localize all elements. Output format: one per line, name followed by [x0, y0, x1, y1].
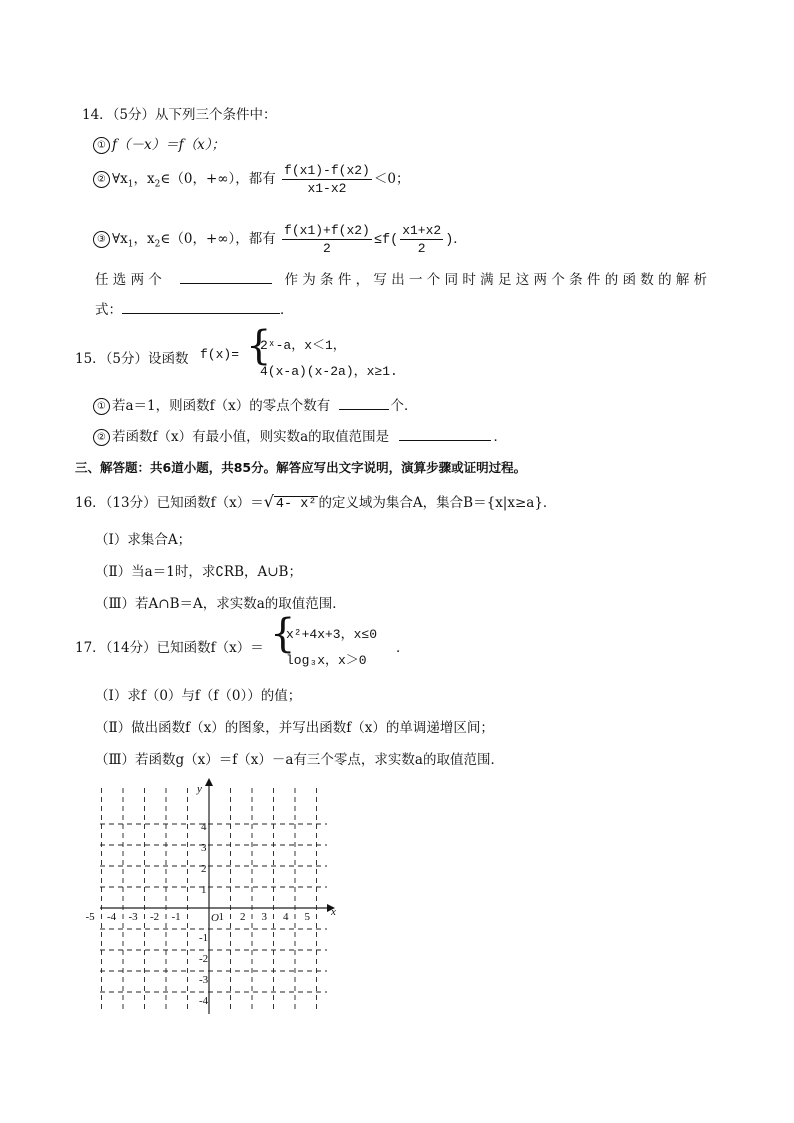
y-tick-label: 3 [201, 842, 207, 854]
q14-line2: 式： [95, 302, 122, 318]
q16-part-2: （Ⅱ）当a＝1时，求∁RB，A∪B； [95, 564, 302, 580]
q16-head-text: 16．（13分）已知函数f（x）＝ [75, 495, 264, 511]
y-tick-label: -2 [199, 953, 209, 965]
section-heading: 三、解答题：共6道小题，共85分。解答应写出文字说明，演算步骤或证明过程。 [75, 460, 527, 475]
piecewise-brace: { [270, 611, 296, 657]
q14-heading: 14．（5分）从下列三个条件中： [82, 107, 277, 123]
q15-part1-text: 若a＝1，则函数f（x）的零点个数有 [112, 398, 331, 414]
y-axis-arrow [205, 778, 213, 786]
q16-part-1: （Ⅰ）求集合A； [95, 532, 192, 548]
piecewise-brace: { [246, 323, 272, 369]
x-tick-label: 5 [304, 911, 310, 923]
subscript: 1 [127, 179, 134, 190]
cond2-domain: ∈（0，+∞），都有 [160, 171, 276, 187]
q15-fx: f(x)= [200, 347, 240, 362]
circled-number-1: ① [93, 137, 110, 154]
forall-symbol: ∀x [112, 231, 128, 247]
cond3-relation: ≤f( [373, 233, 399, 248]
axes [100, 778, 335, 1014]
x-tick-label: 4 [283, 911, 289, 923]
q17-tail: ． [396, 640, 410, 656]
fraction-denominator: 2 [323, 241, 331, 256]
q16-heading [75, 491, 556, 512]
coordinate-grid [85, 778, 345, 1016]
answer-blank[interactable] [180, 269, 272, 284]
x-tick-label: 2 [240, 911, 246, 923]
x-tick-label: -1 [171, 911, 181, 923]
cond2-fraction [282, 163, 372, 196]
x-tick-label: -4 [107, 911, 117, 923]
q14-condition-2 [93, 163, 409, 196]
q16-part-3: （Ⅲ）若A∩B＝A，求实数a的取值范围． [95, 596, 346, 612]
y-tick-label: -1 [199, 932, 209, 944]
q14-instruction-line-1 [95, 268, 707, 288]
subscript: 2 [154, 179, 161, 190]
q17-part-3: （Ⅲ）若函数g（x）＝f（x）－a有三个零点，求实数a的取值范围． [95, 752, 504, 768]
q14-line1-b: 作 为 条 件 ， 写 出 一 个 同 时 满 足 这 两 个 条 件 的 函 数 的 解 析 [284, 272, 708, 288]
sqrt-symbol: √ [263, 492, 274, 511]
answer-blank[interactable] [339, 395, 389, 410]
circled-number-3: ③ [93, 231, 110, 248]
y-tick-label: 1 [201, 884, 207, 896]
x-tick-label: -3 [128, 911, 138, 923]
q14-condition-1 [93, 133, 225, 154]
cond2-tail: ＜0； [373, 171, 410, 187]
q14-line1-a: 任 选 两 个 [95, 272, 162, 288]
y-tick-label: -3 [199, 974, 209, 986]
circled-number-2: ② [93, 429, 110, 446]
q14-instruction-line-2 [95, 298, 294, 318]
fraction-denominator: x1-x2 [307, 181, 347, 196]
x-axis-label: x [331, 906, 336, 918]
q15-part2-text: 若函数f（x）有最小值，则实数a的取值范围是 [112, 429, 390, 445]
q17-case-2: log₃x，x＞0 [286, 653, 367, 668]
subscript: 1 [127, 239, 134, 250]
y-axis-label: y [197, 783, 202, 795]
x-tick-label: -2 [150, 911, 160, 923]
x-tick-label: 1 [218, 911, 224, 923]
cond3-mid: ，x [133, 231, 155, 247]
q14-condition-3 [93, 223, 467, 256]
answer-blank[interactable] [122, 299, 280, 314]
fraction-numerator: f(x1)+f(x2) [284, 223, 370, 238]
x-tick-label: -5 [85, 911, 95, 923]
cond2-mid: ，x [133, 171, 155, 187]
q17-case-1: x²+4x+3，x≤0 [286, 627, 378, 642]
fraction-denominator: 2 [417, 241, 426, 256]
cond3-fraction-2 [400, 223, 443, 256]
q15-part-2 [93, 425, 507, 446]
grid-lines [100, 788, 327, 1010]
q16-tail-text: 的定义域为集合A，集合B＝{x|x≥a}． [318, 495, 557, 511]
y-tick-label: 4 [201, 821, 207, 833]
fraction-numerator: f(x1)-f(x2) [284, 163, 370, 178]
q14-line2-end: ． [280, 302, 294, 318]
subscript: 2 [154, 239, 161, 250]
q17-heading: 17．（14分）已知函数f（x）＝ [75, 640, 264, 656]
origin-label: O [211, 912, 219, 924]
y-tick-label: -4 [199, 995, 209, 1007]
q15-heading: 15．（5分）设函数 [75, 351, 189, 367]
q15-case-1: 2ˣ-a，x＜1， [260, 338, 346, 353]
x-tick-label: 3 [261, 911, 267, 923]
circled-number-2: ② [93, 171, 110, 188]
cond3-domain: ∈（0，+∞），都有 [160, 231, 276, 247]
cond3-tail: )． [445, 233, 467, 248]
answer-blank[interactable] [399, 426, 491, 441]
circled-number-1: ① [93, 398, 110, 415]
q15-part1-end: 个． [390, 398, 418, 414]
condition-1-text: f（－x）＝f（x）； [112, 137, 225, 153]
cond3-fraction [282, 223, 372, 256]
q17-part-2: （Ⅱ）做出函数f（x）的图象，并写出函数f（x）的单调递增区间； [95, 720, 494, 736]
q17-part-1: （Ⅰ）求f（0）与f（f（0））的值； [95, 688, 302, 704]
forall-symbol: ∀x [112, 171, 128, 187]
sqrt-radicand: 4- x² [275, 497, 317, 512]
y-tick-label: 2 [201, 863, 207, 875]
fraction-numerator: x1+x2 [402, 223, 442, 238]
q15-part-1 [93, 394, 418, 415]
q15-case-2: 4(x-a)(x-2a)，x≥1. [260, 364, 398, 379]
q15-part2-end: ． [493, 429, 507, 445]
